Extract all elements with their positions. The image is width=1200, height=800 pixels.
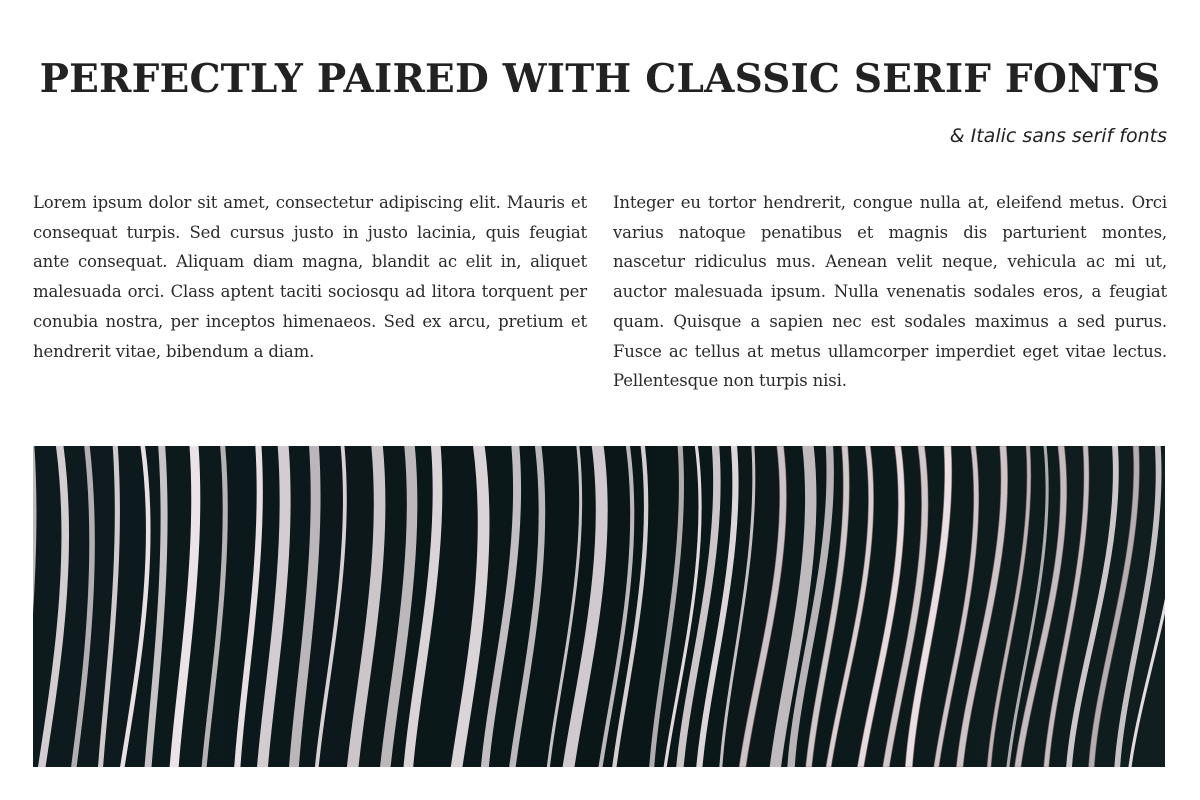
striped-photo-banner (33, 446, 1165, 767)
subheadline: & Italic sans serif fonts (949, 125, 1167, 147)
body-column-left: Lorem ipsum dolor sit amet, consectetur adipiscing elit. Mauris et consequat turpis. Sed cursus justo in justo lacinia, quis feugiat ante consequat. Aliquam diam magna, blandit ac elit in, aliquet malesuada orci. Class aptent taciti sociosqu ad litora torquent per conubia nostra, per inceptos himenaeos. Sed ex arcu, pretium et hendrerit vitae, bibendum a diam. (33, 193, 587, 361)
headline: PERFECTLY PAIRED WITH CLASSIC SERIF FONTS (39, 56, 1161, 102)
striped-photo (33, 446, 1165, 767)
page (33, 0, 1167, 800)
body-column-right: Integer eu tortor hendrerit, congue nulla at, eleifend metus. Orci varius natoque penatibus et magnis dis parturient montes, nascetur ridiculus mus. Aenean velit neque, vehicula ac mi ut, auctor malesuada ipsum. Nulla venenatis sodales eros, a feugiat quam. Quisque a sapien nec est sodales maximus a sed purus. Fusce ac tellus at metus ullamcorper imperdiet eget vitae lectus. Pellentesque non turpis nisi. (613, 193, 1167, 391)
